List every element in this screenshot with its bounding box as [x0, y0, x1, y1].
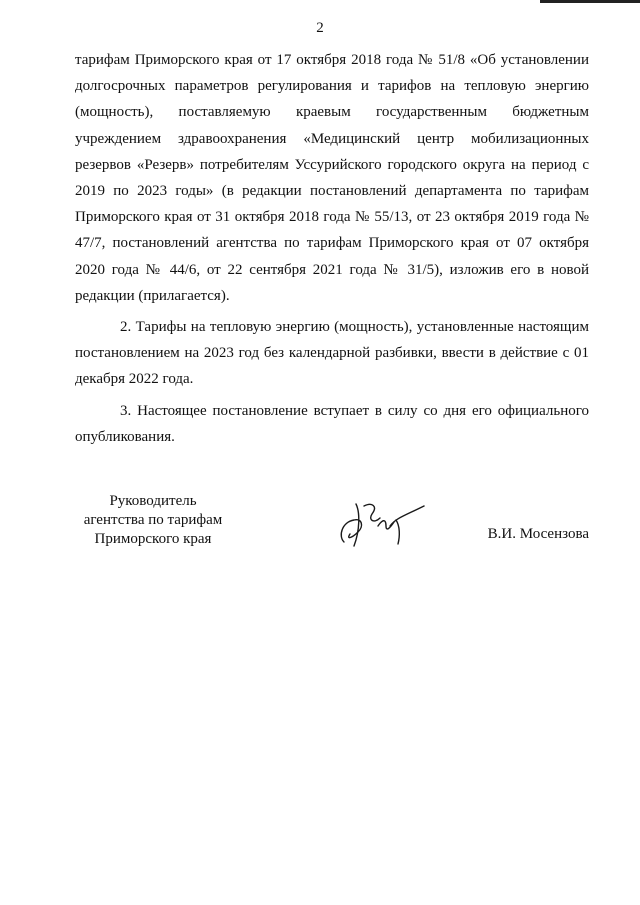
signature-block: [0, 492, 640, 562]
paragraph-item-2: 2. Тарифы на тепловую энергию (мощность), установленные настоящим постановлением на 2023 год без календарной разбивки, ввести в действие с 01 декабря 2022 года.: [75, 319, 589, 388]
signer-position-line: Приморского края: [94, 531, 212, 547]
document-body: [75, 47, 589, 450]
signer-name: В.И. Мосензова: [487, 526, 589, 542]
paragraph-item-3: 3. Настоящее постановление вступает в силу со дня его официального опубликования.: [75, 402, 589, 445]
signer-position: [72, 492, 234, 549]
signer-position-line: Руководитель: [109, 493, 197, 509]
top-edge-rule: [540, 0, 640, 3]
page-number: 2: [316, 20, 324, 36]
paragraph-continuation: тарифам Приморского края от 17 октября 2018 года № 51/8 «Об установлении долгосрочных параметров регулирования и тарифов на тепловую энергию (мощность), поставляемую краевым государственным бюджетным учреждением здравоохранения «Медицинский центр мобилизационных резервов «Резерв» потребителям Уссурийского городского округа на период с 2019 по 2023 годы» (в редакции постановлений департамента по тарифам Приморского края от 31 октября 2018 года № 55/13, от 23 октября 2019 года № 47/7, постановлений агентства по тарифам Приморского края от 07 октября 2020 года № 44/6, от 22 сентября 2021 года № 31/5), изложив его в новой редакции (прилагается).: [75, 52, 589, 304]
signer-position-line: агентства по тарифам: [83, 512, 223, 528]
handwritten-signature-icon: [334, 496, 430, 552]
